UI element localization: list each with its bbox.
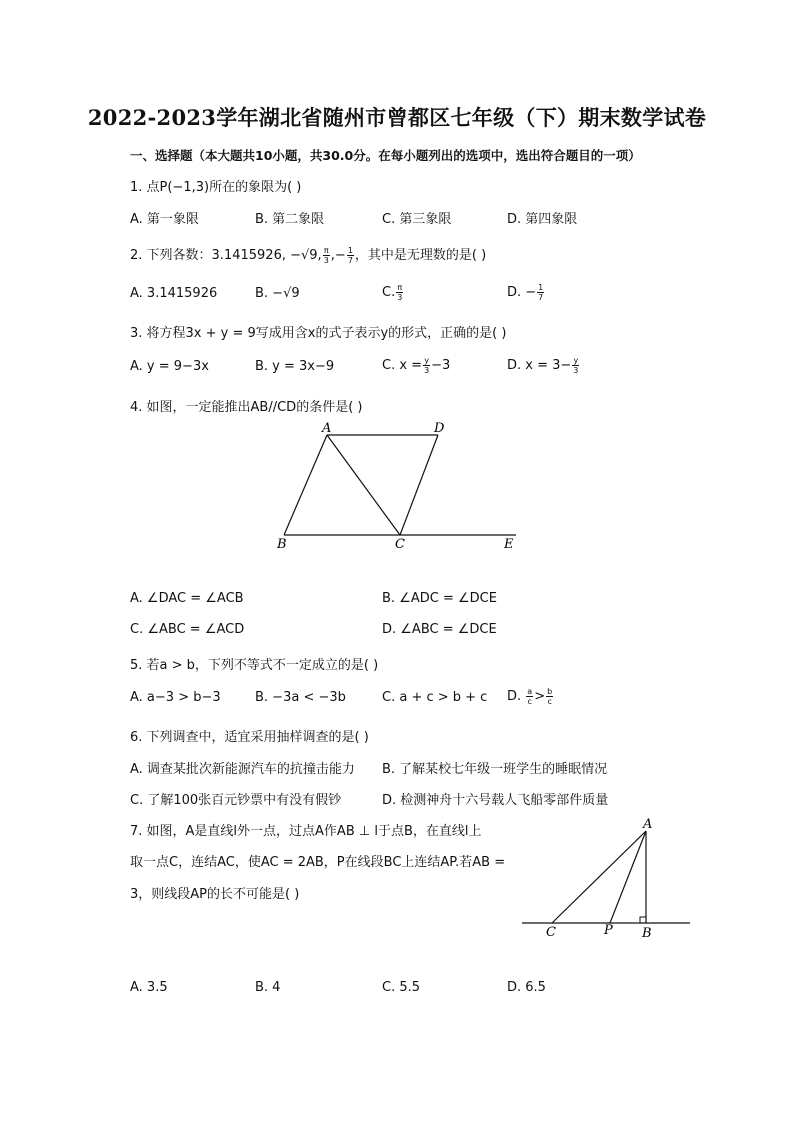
q5d-left-fraction [526,687,533,706]
q5d-c2: c [547,697,552,706]
q5-option-d-label: D. [507,689,522,704]
q7-option-a: A. 3.5 [130,980,168,995]
q3-option-c-fraction [423,356,430,375]
q7-right-angle-mark [640,917,646,923]
q1-option-b: B. 第二象限 [255,212,325,227]
section-heading: 一、选择题（本大题共10小题，共30.0分。在每小题列出的选项中，选出符合题目的一项） [130,148,641,163]
q4-label-e: E [504,537,514,552]
q2-pi-num: π [323,246,329,255]
q2-separator: , [330,248,335,263]
q2-seventh-num: 1 [347,246,353,255]
q2-pi-den: 3 [323,256,329,265]
q3-option-c-label: C. x = [382,358,423,373]
q4-label-c: C [395,537,405,552]
question-3-stem: 3. 将方程3x + y = 9写成用含x的式子表示y的形式，正确的是( ) [130,326,507,341]
q7-option-c: C. 5.5 [382,980,421,995]
q3d-num: y [573,356,579,365]
q4-option-c: C. ∠ABC = ∠ACD [130,622,245,637]
q4-label-d: D [434,421,445,436]
q2-option-d-fraction [537,283,544,302]
q1-option-a: A. 第一象限 [130,212,199,227]
q5-option-d [507,687,554,706]
q2-pi-fraction [323,246,330,265]
q7-triangle-figure [518,815,694,943]
q2-stem-start: 2. 下列各数：3.1415926, −√9, [130,248,322,263]
q3-option-c [382,356,450,375]
q2d-den: 7 [538,293,544,302]
q7-segment-ap [610,831,646,923]
q5d-gt: > [534,689,546,704]
q4-label-b: B [277,537,287,552]
q6-option-c: C. 了解100张百元钞票中有没有假钞 [130,793,342,808]
q1-option-d: D. 第四象限 [507,212,578,227]
q4-option-a: A. ∠DAC = ∠ACB [130,591,244,606]
q4-segment-dc [400,435,438,535]
q2-option-c [382,283,404,302]
q7-label-c: C [546,925,556,940]
question-7-line-2: 取一点C，连结AC，使AC = 2AB，P在线段BC上连结AP.若AB = [130,855,506,870]
q5d-b: b [547,687,553,696]
q7-label-a: A [643,817,653,832]
q3c-num: y [424,356,429,365]
q5d-right-fraction [546,687,553,706]
question-4-stem: 4. 如图，一定能推出AB//CD的条件是( ) [130,400,363,415]
q7-option-b: B. 4 [255,980,281,995]
q3-option-c-tail: −3 [431,358,451,373]
q7-option-d: D. 6.5 [507,980,546,995]
question-2-stem [130,244,486,265]
q2c-num: π [397,283,403,292]
q3-option-d [507,356,580,375]
q2d-num: 1 [538,283,544,292]
q6-option-b: B. 了解某校七年级一班学生的睡眠情况 [382,762,608,777]
q5-option-c: C. a + c > b + c [382,690,488,705]
q2-option-a: A. 3.1415926 [130,286,218,301]
q2-option-b: B. −√9 [255,286,300,301]
q3-option-d-label: D. x = 3− [507,358,572,373]
q4-label-a: A [322,421,332,436]
q2-option-d [507,283,545,302]
q5d-c1: c [527,697,532,706]
q5-option-b: B. −3a < −3b [255,690,346,705]
q2c-den: 3 [397,293,403,302]
q4-segment-ab [284,435,327,535]
q3-option-a: A. y = 9−3x [130,359,209,374]
q2-option-c-fraction [396,283,403,302]
q7-label-p: P [604,923,613,938]
question-5-stem: 5. 若a > b，下列不等式不一定成立的是( ) [130,658,379,673]
q5d-a: a [527,687,533,696]
q2-stem-end: ，其中是无理数的是( ) [354,248,487,263]
q2-seventh-fraction [347,246,354,265]
question-6-stem: 6. 下列调查中，适宜采用抽样调查的是( ) [130,730,369,745]
q4-parallelogram-figure [272,418,524,554]
question-7-line-1: 7. 如图，A是直线l外一点，过点A作AB ⊥ l于点B，在直线l上 [130,824,482,839]
q3c-den: 3 [424,366,430,375]
q3-option-d-fraction [572,356,579,375]
q2-option-d-label: D. − [507,285,537,300]
q3-option-b: B. y = 3x−9 [255,359,335,374]
q4-option-b: B. ∠ADC = ∠DCE [382,591,497,606]
q6-option-d: D. 检测神舟十六号载人飞船零部件质量 [382,793,609,808]
q6-option-a: A. 调查某批次新能源汽车的抗撞击能力 [130,762,355,777]
q7-segment-ac [552,831,646,923]
q7-label-b: B [642,926,652,941]
exam-title: 2022-2023学年湖北省随州市曾都区七年级（下）期末数学试卷 [87,105,707,130]
q5-option-a: A. a−3 > b−3 [130,690,221,705]
q2-seventh-den: 7 [347,256,353,265]
question-7-line-3: 3，则线段AP的长不可能是( ) [130,887,300,902]
question-1-stem: 1. 点P(−1,3)所在的象限为( ) [130,180,302,195]
q2-option-c-label: C. [382,285,396,300]
q1-option-c: C. 第三象限 [382,212,452,227]
q4-segment-ac [327,435,400,535]
q4-option-d: D. ∠ABC = ∠DCE [382,622,497,637]
q2-minus: − [334,248,346,263]
q3d-den: 3 [573,366,579,375]
